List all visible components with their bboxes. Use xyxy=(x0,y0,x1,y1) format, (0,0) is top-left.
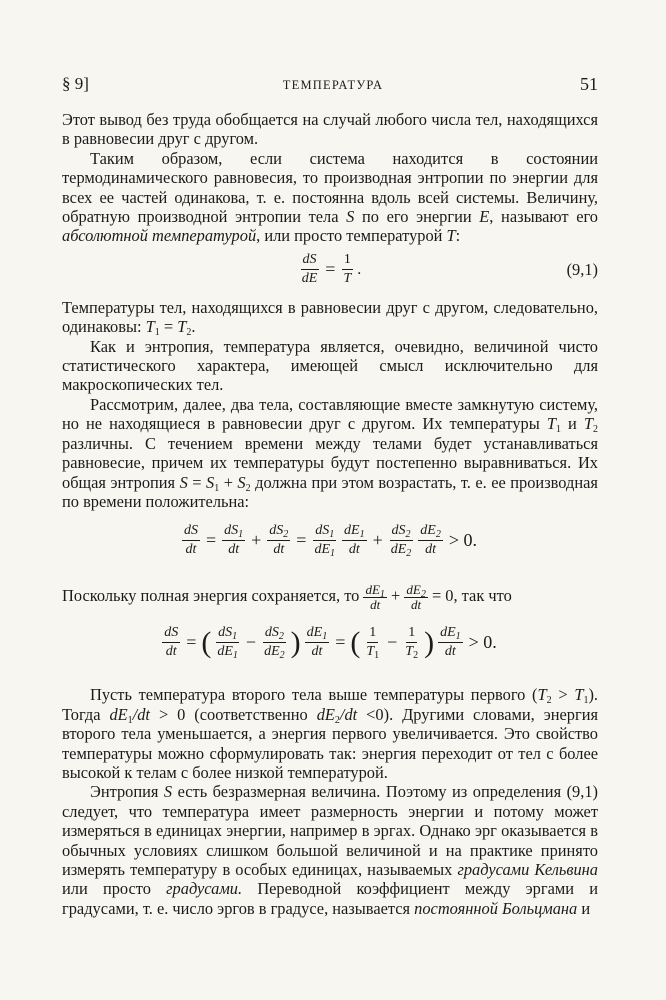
term-absolute-temperature: абсолютной температурой xyxy=(62,226,257,246)
term-kelvin-degrees: градусами Кельвина xyxy=(457,859,598,879)
term-degrees: градусами. xyxy=(166,879,243,899)
paragraph-8: Энтропия S есть безразмерная величина. Поэтому из определения (9,1) следует, что температура имеет размерность энергии и потому может измеряться в единицах энергии, например в эргах. Однако эрг оказывается в обычных условиях слишком большой величиной и на практике принято измерять температуру в особых единицах, называемых градусами Кельвина или просто градусами. Переводной коэффициент между эргами и градусами, т. е. число эргов в градусе, называется постоянной Больцмана и xyxy=(62,782,598,918)
paragraph-4: Как и энтропия, температура является, очевидно, величиной чисто статистического характера, имеющей смысл исключительно для макроскопических тел. xyxy=(62,336,598,395)
paragraph-5: Рассмотрим, далее, два тела, составляющие вместе замкнутую систему, но не находящиеся в равновесии друг с другом. Их температуры $T_1$ и $T_2$ различны. С течением времени между телами будет устанавливаться равновесие, причем их температуры будут постепенно выравниваться. Их общая энтропия $S = S_1 + S_2$ должна при этом возрастать, т. е. ее производная по времени положительна: xyxy=(62,394,599,511)
equation-9-1: $\frac{dS}{dE}$ = $\frac{1}{T}$ . (9,1) xyxy=(301,251,598,286)
paragraph-6: Поскольку полная энергия сохраняется, то $\frac{dE_1}{dt}$ + $\frac{dE_2}{dt}$ = 0, так что xyxy=(62,582,512,613)
section-marker: § 9] xyxy=(62,74,89,93)
equation-energy-transfer: $\frac{dS}{dt}$ = ( $\frac{dS_1}{dE_1}$ − $\frac{dS_2}{dE_2}$ ) $\frac{dE_1}{dt}$ = ( $\frac{1}{T_1}$ − $\frac{1}{T_2}$ ) $\frac{dE_1}{dt}$ > 0. xyxy=(164,625,497,662)
equation-entropy-growth: $\frac{dS}{dt}$ = $\frac{dS_1}{dt}$ + $\frac{dS_2}{dt}$ = $\frac{dS_1}{dE_1}$ $\frac{dE_1}{dt}$ + $\frac{dS_2}{dE_2}$ $\frac{dE_2}{dt}$ > 0. xyxy=(183,523,478,560)
paragraph-1: Этот вывод без труда обобщается на случай любого числа тел, находящихся в равновесии друг с другом. xyxy=(62,110,598,149)
paragraph-2: Таким образом, если система находится в состоянии термодинамического равновесия, то производная энтропии по энергии для всех ее частей одинакова, т. е. постоянна вдоль всей системы. Величину, обратную производной энтропии тела S по его энергии E, называют его абсолютной температурой, или просто температурой T: xyxy=(62,148,599,246)
equation-number: (9,1) xyxy=(566,259,598,279)
page-body xyxy=(62,110,598,918)
paragraph-7: Пусть температура второго тела выше температуры первого $(T_2 > T_1)$. Тогда $dE_1/dt > 0$ (соответственно $dE_2/dt <0$). Другими словами, энергия второго тела уменьшается, а энергия первого увеличивается. Это свойство температуры можно сформулировать так: энергия переходит от тел с более высокой к телам с более низкой температурой. xyxy=(62,685,599,782)
running-title: ТЕМПЕРАТУРА xyxy=(282,78,384,92)
page-number: 51 xyxy=(580,74,598,94)
paragraph-3: Температуры тел, находящихся в равновесии друг с другом, следовательно, одинаковы: $T_1 = T_2$. xyxy=(62,297,598,339)
term-boltzmann-constant: постоянной Больцмана xyxy=(414,898,578,918)
